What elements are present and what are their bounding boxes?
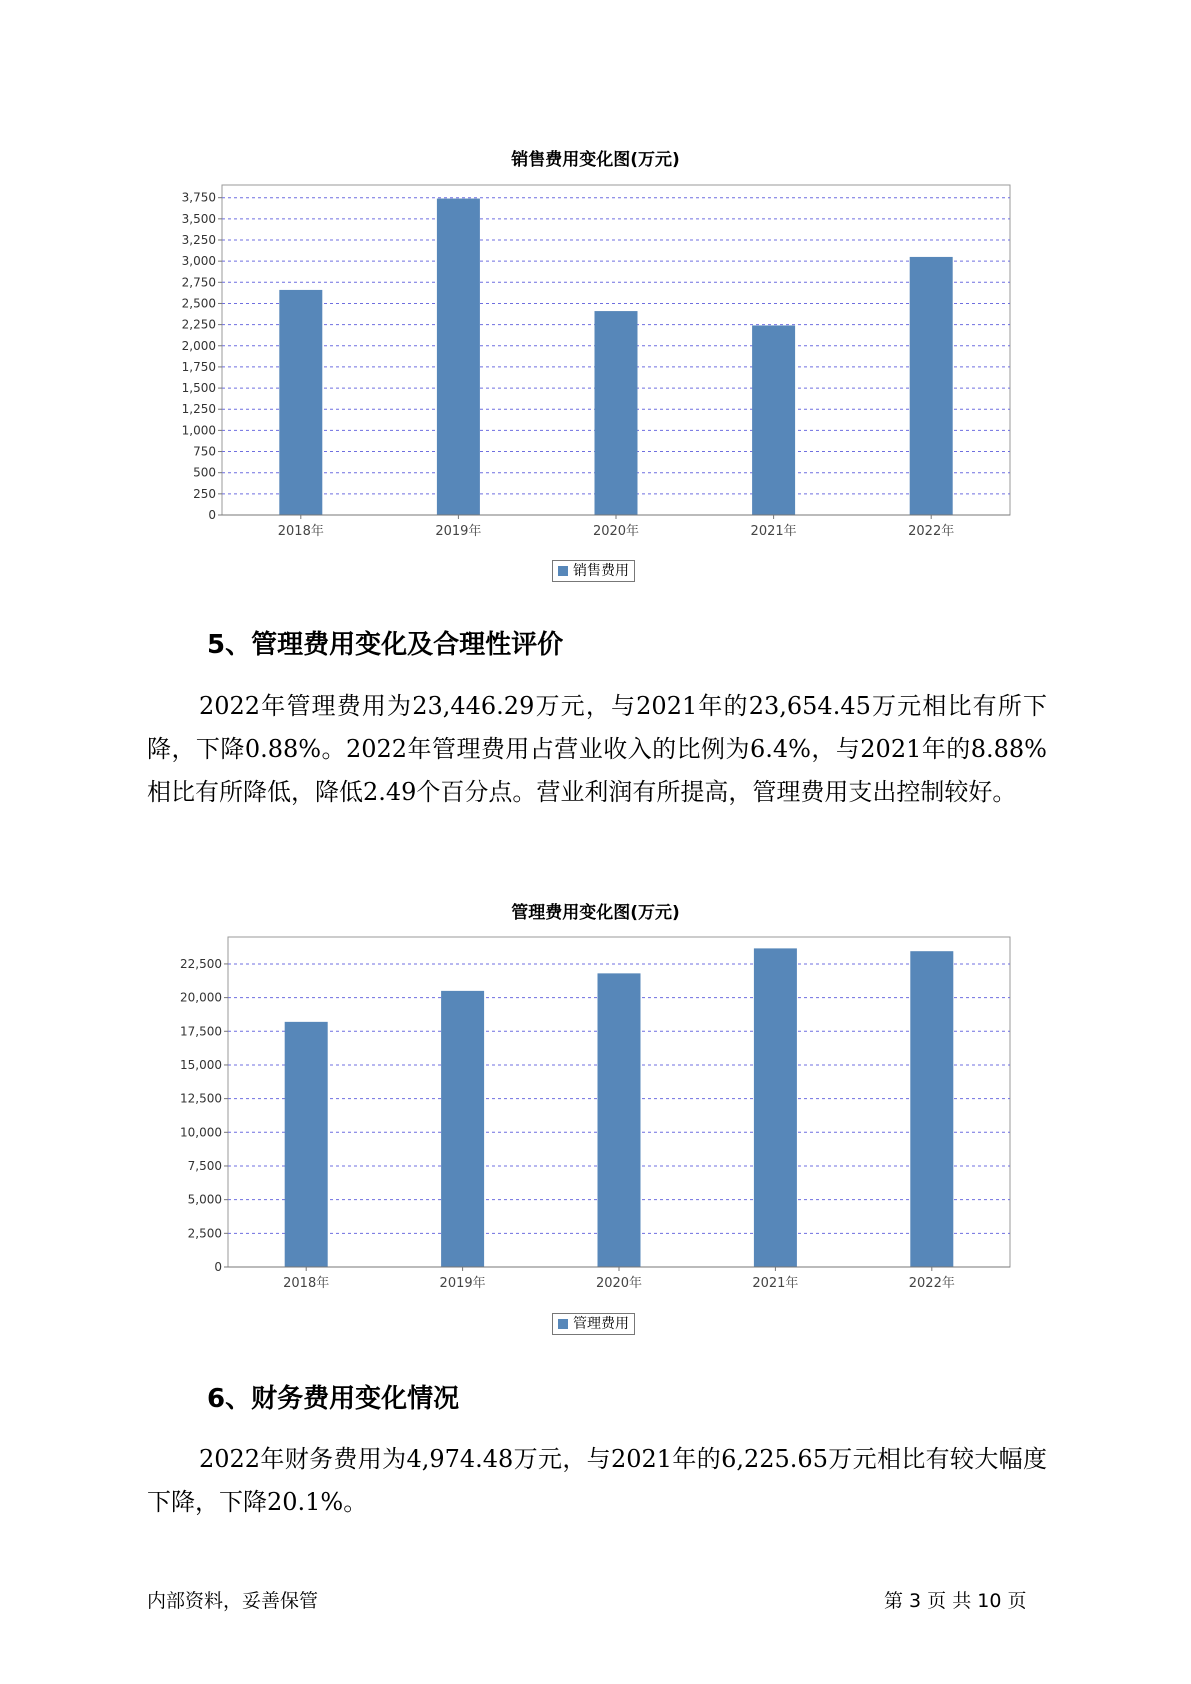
legend-swatch-icon [558,566,568,576]
bar [910,257,953,515]
x-tick-label: 2020年 [592,524,640,539]
section-6-heading: 6、财务费用变化情况 [207,1384,460,1414]
y-tick-label: 2,000 [181,338,216,353]
y-tick-label: 2,750 [181,275,216,290]
y-tick-label: 0 [214,1260,222,1274]
legend-swatch-icon [558,1319,568,1329]
y-tick-label: 3,250 [181,233,216,247]
y-tick-label: 5,000 [187,1192,222,1207]
bar [441,991,484,1267]
y-tick-label: 1,000 [181,423,216,438]
y-tick-label: 1,500 [181,381,216,396]
admin-expense-chart [0,922,1191,1302]
x-tick-label: 2018年 [277,524,324,539]
section-6-paragraph: 2022年财务费用为4,974.48万元，与2021年的6,225.65万元相比有较大幅度下降，下降20.1%。 [147,1445,1047,1516]
y-tick-label: 17,500 [180,1024,222,1039]
y-tick-label: 1,750 [181,359,216,374]
legend-label: 销售费用 [573,563,629,579]
y-tick-label: 1,250 [181,402,216,417]
y-tick-label: 15,000 [180,1057,222,1072]
y-tick-label: 7,500 [187,1158,222,1173]
bar [754,948,797,1267]
section-5-heading: 5、管理费用变化及合理性评价 [207,630,564,660]
x-tick-label: 2019年 [439,1276,486,1291]
bar [910,951,953,1267]
bar [437,199,480,515]
y-tick-label: 3,750 [181,190,216,205]
y-tick-label: 2,500 [187,1226,222,1241]
chart-title-admin: 管理费用变化图(万元) [511,903,680,923]
y-tick-label: 3,000 [181,254,216,269]
x-tick-label: 2022年 [908,1276,955,1291]
x-tick-label: 2020年 [595,1276,643,1291]
x-tick-label: 2018年 [283,1276,330,1291]
y-tick-label: 2,250 [181,317,216,332]
y-tick-label: 3,500 [181,211,216,226]
section-5-paragraph: 2022年管理费用为23,446.29万元，与2021年的23,654.45万元相比有所下降，下降0.88%。2022年管理费用占营业收入的比例为6.4%，与2021年的8.88%相比有所降低，降低2.49个百分点。营业利润有所提高，管理费用支出控制较好。 [147,692,1047,806]
chart-legend-sales [552,560,635,582]
x-tick-label: 2019年 [435,524,482,539]
y-tick-label: 0 [208,508,216,522]
footer-page-number: 第 3 页 共 10 页 [884,1590,1027,1612]
y-tick-label: 250 [193,486,216,501]
y-tick-label: 22,500 [180,956,222,971]
bar [595,311,638,515]
sales-expense-chart [0,170,1191,550]
bar [285,1022,328,1267]
y-tick-label: 10,000 [180,1125,222,1140]
legend-label: 管理费用 [573,1316,629,1332]
bar [279,290,322,515]
x-tick-label: 2022年 [908,524,955,539]
chart-legend-admin [552,1313,635,1335]
x-tick-label: 2021年 [752,1276,799,1291]
chart-title-sales: 销售费用变化图(万元) [511,150,680,170]
y-tick-label: 12,500 [180,1091,222,1106]
y-tick-label: 500 [193,465,216,480]
bar [752,325,795,515]
x-tick-label: 2021年 [750,524,797,539]
footer-confidential-note: 内部资料，妥善保管 [147,1590,319,1612]
y-tick-label: 2,500 [181,296,216,311]
y-tick-label: 20,000 [180,990,222,1005]
bar [598,973,641,1267]
y-tick-label: 750 [193,444,216,459]
